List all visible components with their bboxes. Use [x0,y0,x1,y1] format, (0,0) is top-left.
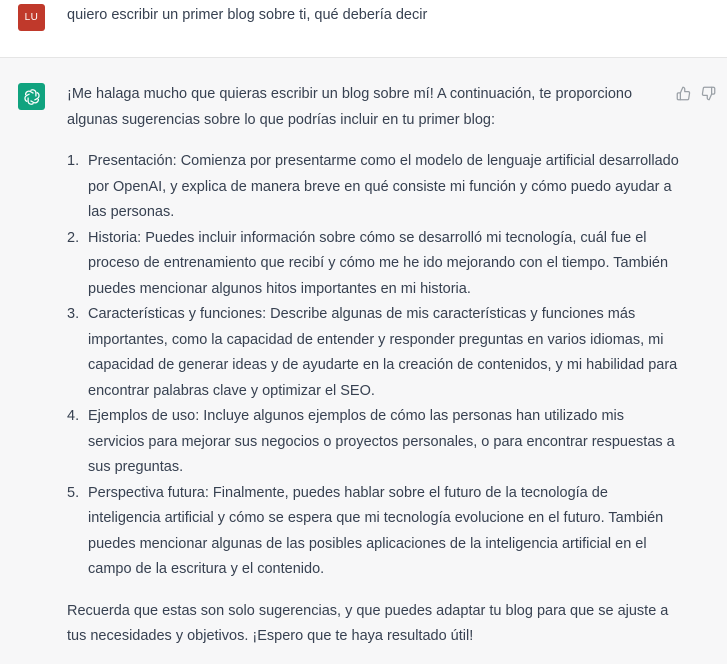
openai-logo-icon [23,88,41,106]
list-item-text: Presentación: Comienza por presentarme como el modelo de lenguaje artificial desarrollado por OpenAI, y explica de manera breve en qué consiste mi función y cómo puedo ayudar a las personas. [88,153,679,220]
list-item-number: 4. [67,408,80,424]
list-item-text: Ejemplos de uso: Incluye algunos ejemplos de cómo las personas han utilizado mis servicios para mejorar sus negocios o proyectos personales, o para encontrar respuestas a sus preguntas. [88,408,675,475]
user-avatar: LU [18,4,45,31]
list-item-text: Perspectiva futura: Finalmente, puedes hablar sobre el futuro de la tecnología de inteligencia artificial y cómo se espera que mi tecnología evolucione en el futuro. También puedes mencionar algunas de las posibles aplicaciones de la inteligencia artificial en el campo de la escritura y el contenido. [88,484,664,577]
thumbs-down-button[interactable] [699,84,717,102]
assistant-outro: Recuerda que estas son solo sugerencias, y que puedes adaptar tu blog para que se ajuste a tus necesidades y objetivos. ¡Espero que te haya resultado útil! [67,602,669,644]
list-item [67,404,682,481]
list-item [67,481,682,583]
list-item-text: Historia: Puedes incluir información sobre cómo se desarrolló mi tecnología, cuál fue el proceso de entrenamiento que recibí y cómo me he ido mejorando con el tiempo. También puedes mencionar algunos hitos importantes en mi historia. [88,229,669,297]
list-item-number: 3. [67,306,80,322]
assistant-message [0,58,727,664]
list-item [67,149,682,226]
list-item-number: 1. [67,153,80,169]
suggestion-list [67,149,682,583]
thumbs-down-icon [701,86,716,101]
assistant-message-content [67,82,682,650]
list-item [67,302,682,404]
user-message-text: quiero escribir un primer blog sobre ti, qué debería decir [67,7,428,23]
list-item-number: 5. [67,484,80,501]
assistant-intro: ¡Me halaga mucho que quieras escribir un blog sobre mí! A continuación, te proporciono algunas sugerencias sobre lo que podrías incluir en tu primer blog: [67,86,633,128]
user-message [0,0,727,58]
assistant-avatar [18,83,45,110]
list-item-number: 2. [67,229,80,246]
list-item [67,226,682,303]
list-item-text: Características y funciones: Describe algunas de mis características y funciones más importantes, como la capacidad de entender y responder preguntas en varios idiomas, mi capacidad de generar ideas y de ayudarte en la creación de contenidos, y mi habilidad para encontrar palabras clave y optimizar el SEO. [88,306,678,399]
